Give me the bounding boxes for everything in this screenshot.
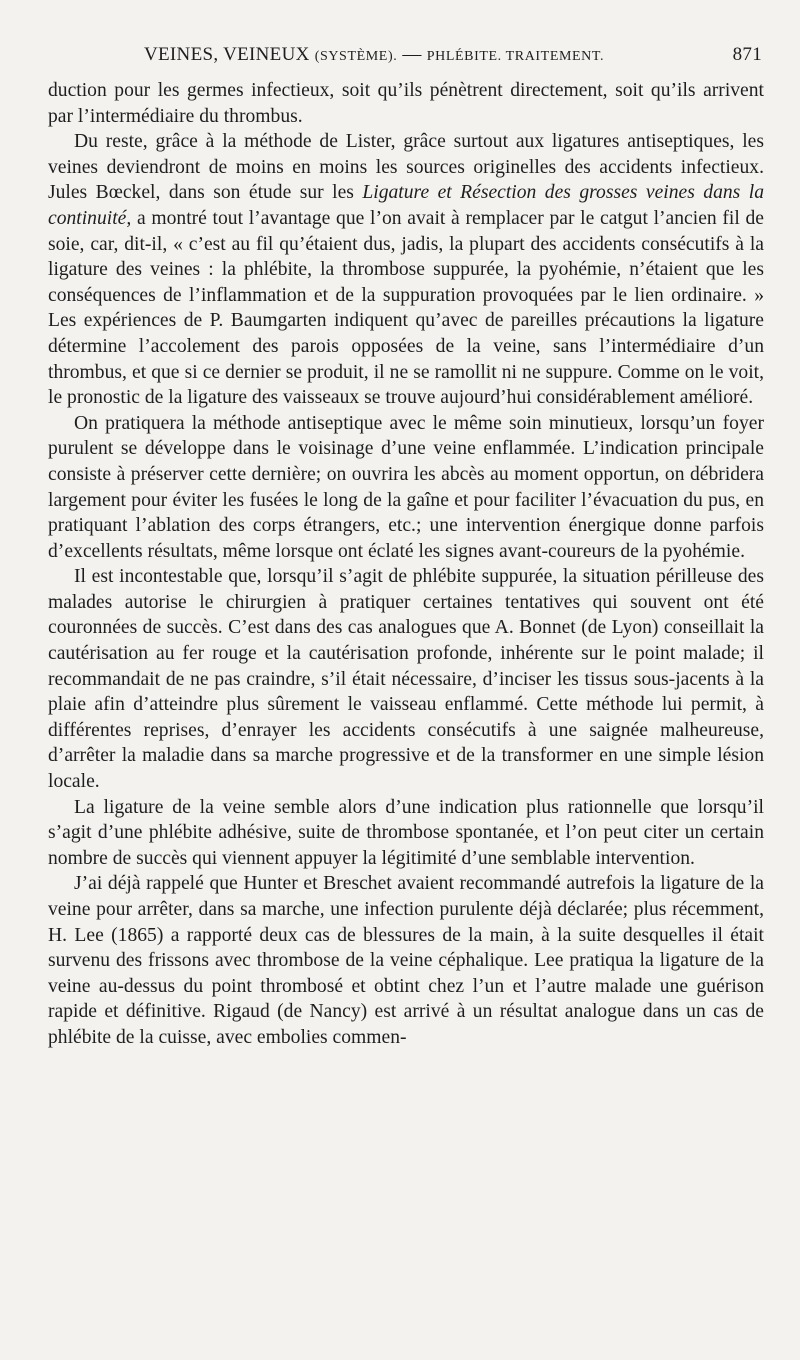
page-number: 871 <box>732 44 762 65</box>
paragraph-2 <box>48 129 764 411</box>
paragraph-3: On pratiquera la méthode antiseptique avec le même soin minutieux, lorsqu’un foyer purulent se développe dans le voisinage d’une veine enflammée. L’indication principale consiste à préserver cette dernière; on ouvrira les abcès au moment opportun, on débridera largement pour éviter les fusées le long de la gaîne et pour faciliter l’évacuation du pus, en pratiquant l’ablation des corps étrangers, etc.; une intervention énergique donne parfois d’excellents résultats, même lorsque ont éclaté les signes avant-coureurs de la pyohémie. <box>48 412 764 562</box>
running-header <box>48 40 764 74</box>
title-section: PHLÉBITE. TRAITEMENT. <box>426 49 605 64</box>
title-separator: — <box>402 44 422 65</box>
body-text <box>48 78 764 1051</box>
running-title <box>144 44 604 66</box>
paragraph-2-text-a: Du reste, grâce à la méthode de Lister, grâce surtout aux ligatures antiseptiques, les veines deviendront de moins en moins les sources originelles des accidents infectieux. Jules Bœckel, dans son étude sur les <box>48 131 764 204</box>
paragraph-2-italic-title: Ligature et Résection des grosses veines dans la continuité, <box>48 182 764 229</box>
paragraph-2-text-b: a montré tout l’avantage que l’on avait à remplacer par le catgut l’ancien fil de soie, car, dit-il, « c’est au fil qu’étaient dus, jadis, la plupart des accidents consécutifs à la ligature des veines : la phlébite, la thrombose suppurée, la pyohémie, n’étaient que les conséquences de l’inflammation et de la suppuration provoquées par le lien ordinaire. » Les expériences de P. Baumgarten indiquent qu’avec de pareilles précautions la ligature détermine l’accolement des parois opposées de la veine, sans l’intermédiaire d’un thrombus, et que si ce dernier se produit, il ne se ramollit ni ne suppure. Comme on le voit, le pronostic de la ligature des vaisseaux se trouve aujourd’hui considérablement amélioré. <box>48 207 764 409</box>
paragraph-5: La ligature de la veine semble alors d’une indication plus rationnelle que lorsqu’il s’agit d’une phlébite adhésive, suite de thrombose spontanée, et l’on peut citer un certain nombre de succès qui viennent appuyer la légitimité d’une semblable intervention. <box>48 796 764 869</box>
paragraph-1: duction pour les germes infectieux, soit qu’ils pénètrent directement, soit qu’ils arrivent par l’intermédiaire du thrombus. <box>48 80 764 127</box>
paragraph-4: Il est incontestable que, lorsqu’il s’agit de phlébite suppurée, la situation périlleuse des malades autorise le chirurgien à pratiquer certaines tentatives qui souvent ont été couronnées de succès. C’est dans des cas analogues que A. Bonnet (de Lyon) conseillait la cautérisation au fer rouge et la cautérisation profonde, inhérente sur le point malade; il recommandait de ne pas craindre, s’il était nécessaire, d’inciser les tissus sous-jacents à la plaie afin d’atteindre plus sûrement le vaisseau enflammé. Cette méthode lui permit, à différentes reprises, d’enrayer les accidents consécutifs à une saignée malheureuse, d’arrêter la maladie dans sa marche progressive et de la transformer en une simple lésion locale. <box>48 566 764 793</box>
title-paren: (SYSTÈME). <box>314 49 398 64</box>
paragraph-6: J’ai déjà rappelé que Hunter et Breschet avaient recommandé autrefois la ligature de la veine pour arrêter, dans sa marche, une infection purulente déjà déclarée; plus récemment, H. Lee (1865) a rapporté deux cas de blessures de la main, à la suite desquelles il était survenu des frissons avec thrombose de la veine céphalique. Lee pratiqua la ligature de la veine au-dessus du point thrombosé et obtint chez l’un et l’autre malade une guérison rapide et définitive. Rigaud (de Nancy) est arrivé à un résultat analogue dans un cas de phlébite de la cuisse, avec embolies commen- <box>48 873 764 1048</box>
title-main: VEINES, VEINEUX <box>144 44 310 65</box>
